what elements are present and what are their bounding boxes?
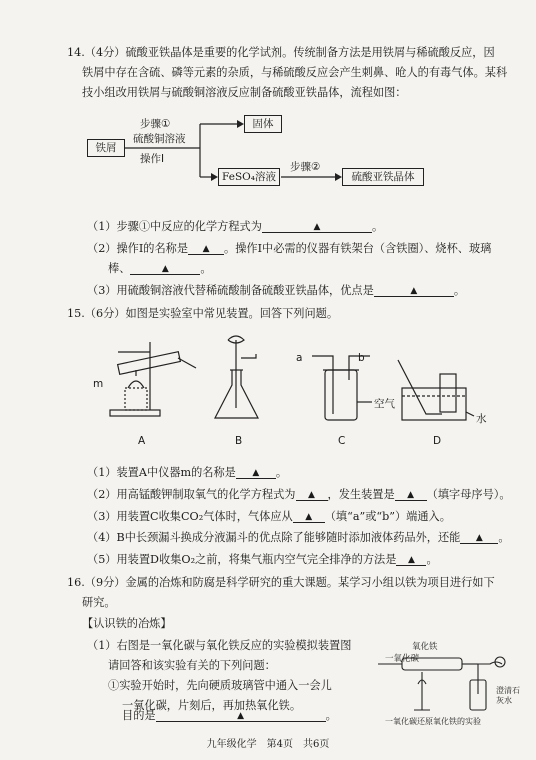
answer-blank[interactable]: ▲ [396, 553, 426, 566]
q15-s5: （5）用装置D收集O₂之前，将集气瓶内空气完全排净的方法是 ▲ 。 [87, 553, 438, 566]
fig-lime-label: 澄清石灰水 [496, 686, 520, 705]
answer-blank[interactable]: ▲ [130, 262, 200, 275]
label-A: A [138, 435, 146, 447]
answer-blank[interactable]: ▲ [395, 488, 427, 501]
answer-blank[interactable]: ▲ [460, 531, 498, 544]
q16-header2: 研究。 [82, 596, 116, 609]
q15-s2: （2）用高锰酸钾制取氧气的化学方程式为 ▲ ，发生装置是 ▲ （填字母序号）。 [87, 488, 511, 501]
q16-section: 【认识铁的冶炼】 [82, 617, 172, 630]
answer-blank[interactable]: ▲ [188, 242, 224, 255]
fig-co-label: 一氧化碳 [385, 654, 420, 664]
label-water: 水 [476, 413, 487, 425]
flow-step1-sub: 硫酸铜溶液 [133, 133, 186, 145]
q14-s1: （1）步骤①中反应的化学方程式为 ▲ 。 [87, 220, 384, 233]
label-D: D [433, 435, 442, 447]
answer-blank[interactable]: ▲ [236, 466, 276, 479]
q15-s1: （1）装置A中仪器m的名称是 ▲ 。 [87, 466, 288, 479]
page-footer: 九年级化学 第4页 共6页 [206, 739, 330, 750]
fig-fe2o3-label: 氧化铁 [412, 642, 438, 652]
label-a: a [296, 352, 303, 364]
flow-op1: 操作Ⅰ [140, 153, 165, 165]
answer-blank[interactable]: ▲ [156, 709, 326, 722]
flow-arrows [0, 0, 536, 200]
q14-s2c: 棒、 ▲ 。 [108, 262, 212, 275]
q14-s2: （2）操作Ⅰ的名称是 ▲ 。操作Ⅰ中必需的仪器有铁架台（含铁圈）、烧杯、玻璃 [87, 242, 492, 255]
q16-header: 16.（9分）金属的冶炼和防腐是科学研究的重大课题。某学习小组以铁为项目进行如下 [67, 576, 495, 589]
answer-blank[interactable]: ▲ [293, 510, 325, 523]
label-air: 空气 [374, 398, 395, 410]
flow-step2: 步骤② [290, 161, 321, 173]
q16-s1b: 请回答和该实验有关的下列问题： [108, 659, 276, 672]
fig-caption: 一氧化碳还原氧化铁的实验 [385, 717, 481, 726]
flow-crystal-box: 硫酸亚铁晶体 [342, 168, 424, 186]
answer-blank[interactable]: ▲ [296, 488, 328, 501]
q15-header: 15.（6分）如图是实验室中常见装置。回答下列问题。 [67, 307, 339, 320]
answer-blank[interactable]: ▲ [262, 220, 372, 233]
answer-blank[interactable]: ▲ [374, 284, 454, 297]
flow-solution-box: FeSO₄溶液 [218, 168, 280, 186]
label-m: m [93, 378, 104, 390]
q16-s1c: ①实验开始时，先向硬质玻璃管中通入一会儿 [108, 679, 332, 692]
flow-start-box: 铁屑 [87, 139, 125, 157]
q14-line3: 技小组改用铁屑与硫酸铜溶液反应制备硫酸亚铁晶体，流程如图： [82, 86, 407, 99]
q14-s3: （3）用硫酸铜溶液代替稀硫酸制备硫酸亚铁晶体，优点是 ▲ 。 [87, 284, 466, 297]
q16-s1a: （1）右图是一氧化碳与氧化铁反应的实验模拟装置图 [87, 639, 352, 652]
label-C: C [338, 435, 346, 447]
q16-s1e: 目的是 ▲ 。 [122, 709, 337, 722]
q15-s3: （3）用装置C收集CO₂气体时，气体应从 ▲ （填“a”或“b”）端通入。 [87, 510, 451, 523]
label-b: b [358, 352, 365, 364]
q15-s4: （4）B中长颈漏斗换成分液漏斗的优点除了能够随时添加液体药品外，还能 ▲ 。 [87, 531, 510, 544]
flow-solid-box: 固体 [244, 115, 282, 133]
q15-apparatus-figure [0, 330, 536, 460]
flow-step1: 步骤① [140, 118, 171, 130]
q14-header: 14.（4分）硫酸亚铁晶体是重要的化学试剂。传统制备方法是用铁屑与稀硫酸反应，因 [67, 46, 495, 59]
q14-line2: 铁屑中存在含硫、磷等元素的杂质，与稀硫酸反应会产生刺鼻、呛人的有毒气体。某科 [82, 66, 508, 79]
q16-s1d: 一氧化碳，片刻后，再加热氧化铁。 [122, 699, 302, 712]
label-B: B [235, 435, 243, 447]
